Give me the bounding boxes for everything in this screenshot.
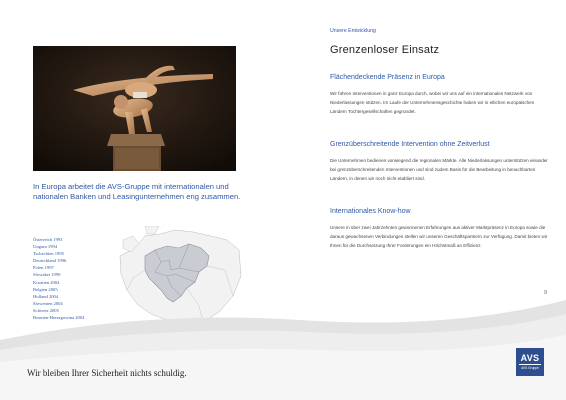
country-item: Slowenien 2004 [33, 300, 63, 306]
europe-heading: In Europa arbeitet die AVS-Gruppe mit internationalen und nationalen Banken und Leasingunternehmen eng zusammen. [33, 182, 241, 202]
section-heading-knowhow: Internationales Know-how [330, 208, 411, 215]
country-item: Holland 2004 [33, 293, 59, 299]
section-body-presence: Wir führen Interventionen in ganz Europa durch, wobei wir uns auf ein internationales Netzwerk von Niederlassungen stützen. Im Laufe der Unternehmensgeschichte haben wir in etlichen europäischen Ländern Tochtergesellschaften gegründet. [330, 91, 535, 114]
footer-wave [0, 300, 566, 400]
country-item: Bosnien-Herzegowina 2004 [33, 315, 85, 321]
country-item: Polen 1997 [33, 265, 54, 271]
section-body-intervention: Die Unternehmen bedienen vorwiegend die regionalen Märkte. Alle Niederlassungen unterstützen einander bei grenzüberschreitenden Interventionen und sind zudem Basis für die Bearbeitung in benachbarten Ländern, in denen wir noch nicht etabliert sind. [330, 158, 548, 181]
country-item: Belgien 2005 [33, 286, 58, 292]
logo-text: AVS [520, 353, 540, 363]
acrobat-photo-graphic [33, 46, 236, 171]
country-item: Ungarn 1994 [33, 244, 58, 250]
page-number: 9 [544, 290, 548, 296]
logo-divider [519, 364, 541, 365]
logo-subtext: AVS Gruppe [521, 366, 539, 370]
section-heading-presence: Flächendeckende Präsenz in Europa [330, 74, 445, 81]
section-heading-intervention: Grenzüberschreitende Intervention ohne Zeitverlust [330, 141, 490, 148]
country-item: Deutschland 1996 [33, 258, 67, 264]
country-item: Slowakei 1999 [33, 272, 61, 278]
section-kicker: Unsere Entwicklung [330, 28, 376, 34]
country-item: Schweiz 2005 [33, 307, 59, 313]
page-title: Grenzenloser Einsatz [330, 44, 440, 56]
country-item: Österreich 1993 [33, 237, 63, 242]
country-item: Tschechien 1995 [33, 251, 64, 257]
country-item: Kroatien 2004 [33, 279, 60, 285]
section-body-knowhow: Unsere in über zwei Jahrzehnten gewonnenen Erfahrungen aus aktiver Marktpräsenz in Europa sowie die daraus gewachsenen Verbindungen stellen wir unseren Geschäftspartnern zur Verfügung. Damit bieten wir Ihnen für die Durchsetzung Ihrer Forderungen ein Höchstmaß an Effizienz. [330, 225, 548, 248]
avs-logo [516, 348, 544, 376]
footer-slogan: Wir bleiben Ihrer Sicherheit nichts schuldig. [27, 368, 187, 378]
acrobat-photo [33, 46, 236, 171]
